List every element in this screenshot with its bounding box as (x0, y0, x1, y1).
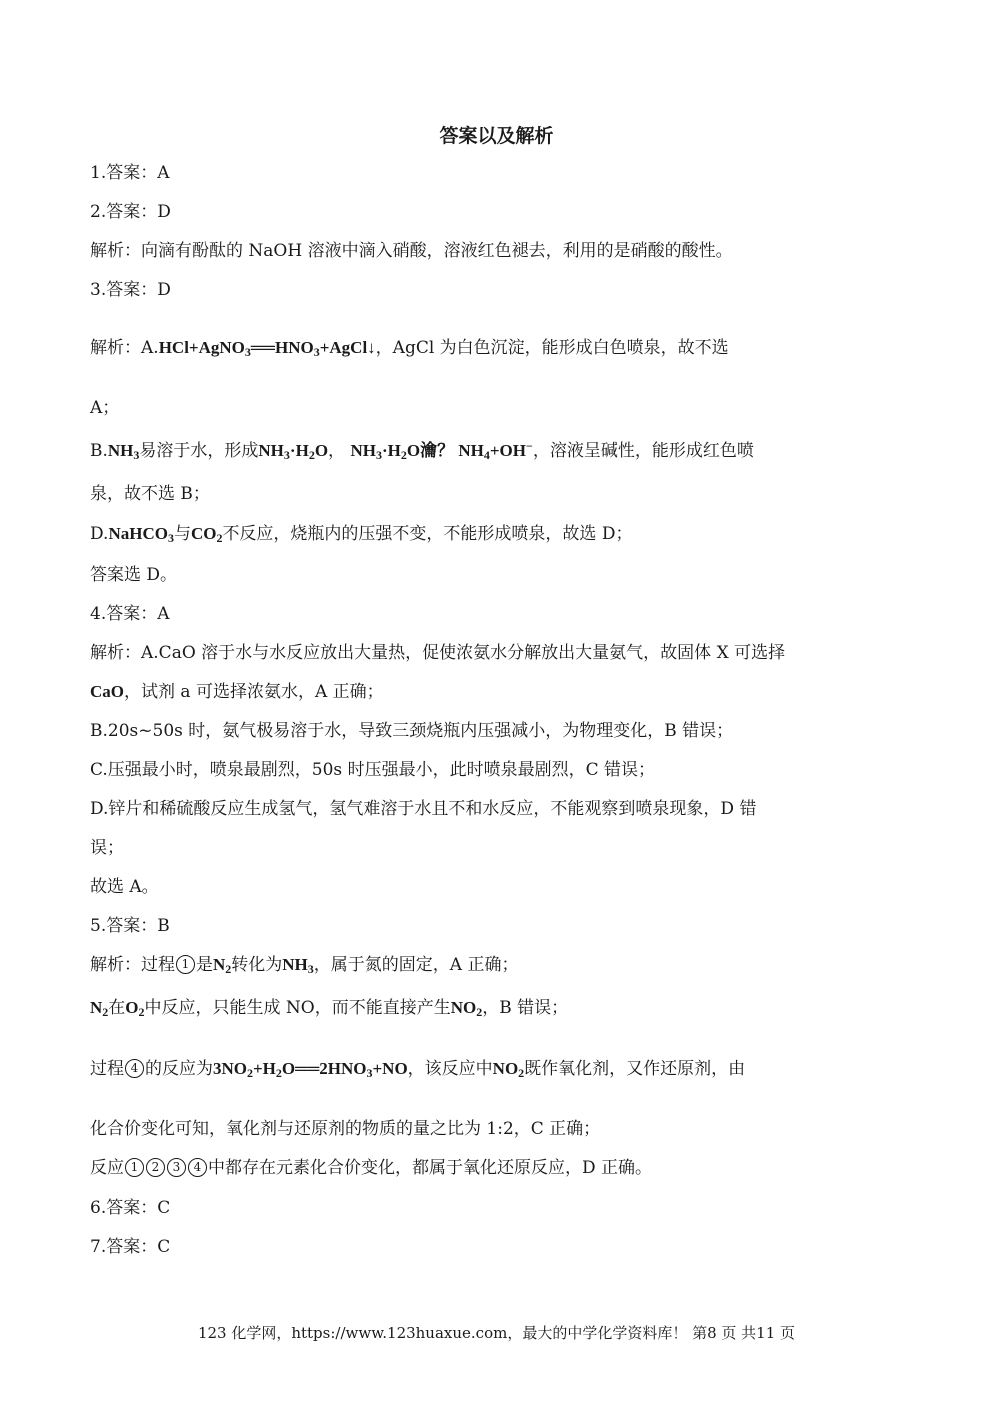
q6-answer: 6.答案：C (90, 1198, 171, 1218)
q4-conclusion: 故选 A。 (90, 877, 159, 897)
q4-answer: 4.答案：A (90, 604, 170, 624)
q5-option-c-cont: 化合价变化可知，氧化剂与还原剂的物质的量之比为 1:2，C 正确； (90, 1119, 601, 1139)
q4-option-d-cont: 误； (90, 838, 124, 858)
q2-answer: 2.答案：D (90, 202, 171, 222)
text: ，AgCl 为白色沉淀，能形成白色喷泉，故不选 (375, 338, 729, 358)
q3-option-b: $B.NH_3$易溶于水，形成$NH_3\cdot H_2O$， $NH_3\cdot H_2O$瀹？ $NH_4+OH^-$，溶液呈碱性，能形成红色喷 (90, 439, 754, 462)
circled-number: 4 (125, 1059, 144, 1078)
circled-number: 3 (167, 1158, 186, 1177)
q5-option-b: $N_2$在$O_2$中反应，只能生成 NO，而不能直接产生$NO_2$，B 错误； (90, 998, 569, 1019)
q5-option-d: 反应 1 2 3 4 中都存在元素化合价变化，都属于氧化还原反应，D 正确。 (90, 1158, 653, 1178)
circled-number: 4 (188, 1158, 207, 1177)
q4-option-d: D.锌片和稀硫酸反应生成氢气，氢气难溶于水且不和水反应，不能观察到喷泉现象，D 错 (90, 799, 757, 819)
q3-option-a-cont: A； (90, 398, 120, 418)
q4-option-b: B.20s~50s 时，氨气极易溶于水，导致三颈烧瓶内压强减小，为物理变化，B 错误； (90, 721, 734, 741)
equilibrium-equation: $NH_3\cdot H_2O$瀹？ $NH_4+OH^-$ (350, 439, 533, 462)
q3-option-a (90, 336, 910, 360)
formula-nh3-h2o: $NH_3\cdot H_2O$ (258, 441, 329, 462)
q4-option-a: 解析：A.CaO 溶于水与水反应放出大量热，促使浓氨水分解放出大量氨气，故固体 X 可选择 (90, 643, 786, 663)
text: 解析：A. (90, 338, 159, 358)
q5-answer: 5.答案：B (90, 916, 170, 936)
q1-answer: 1.答案：A (90, 163, 170, 183)
q3-option-d: D.NaHCO$_3$与$CO_2$不反应，烧瓶内的压强不变，不能形成喷泉，故选 D； (90, 524, 633, 545)
q7-answer: 7.答案：C (90, 1237, 171, 1257)
q3-answer: 3.答案：D (90, 280, 171, 300)
q5-option-c: 过程 4 的反应为$3NO_2+H_2O══2HNO_3+NO$，该反应中$NO_2$既作氧化剂，又作还原剂，由 (90, 1059, 746, 1080)
q4-option-c: C.压强最小时，喷泉最剧烈，50s 时压强最小，此时喷泉最剧烈，C 错误； (90, 760, 655, 780)
q5-option-a: 解析：过程 1 是$N_2$转化为$NH_3$，属于氮的固定，A 正确； (90, 955, 519, 976)
equation: $3NO_2+H_2O══2HNO_3+NO$ (213, 1059, 408, 1080)
circled-number: 1 (125, 1158, 144, 1177)
circled-number: 1 (176, 955, 195, 974)
page-title: 答案以及解析 (439, 125, 554, 147)
formula-nh3: $NH_3$ (107, 441, 140, 462)
q3-option-b-cont: 泉，故不选 B； (90, 484, 210, 504)
page-footer: 123 化学网，https://www.123huaxue.com，最大的中学化学资料库！ 第8 页 共11 页 (197, 1324, 796, 1342)
q4-option-a-cont: CaO，试剂 a 可选择浓氨水，A 正确； (90, 682, 384, 702)
equation: $HCl+AgNO_3══HNO_3+AgCl↓$ (158, 338, 376, 359)
q3-conclusion: 答案选 D。 (90, 565, 178, 585)
circled-number: 2 (146, 1158, 165, 1177)
q2-analysis: 解析：向滴有酚酞的 NaOH 溶液中滴入硝酸，溶液红色褪去，利用的是硝酸的酸性。 (90, 241, 733, 261)
